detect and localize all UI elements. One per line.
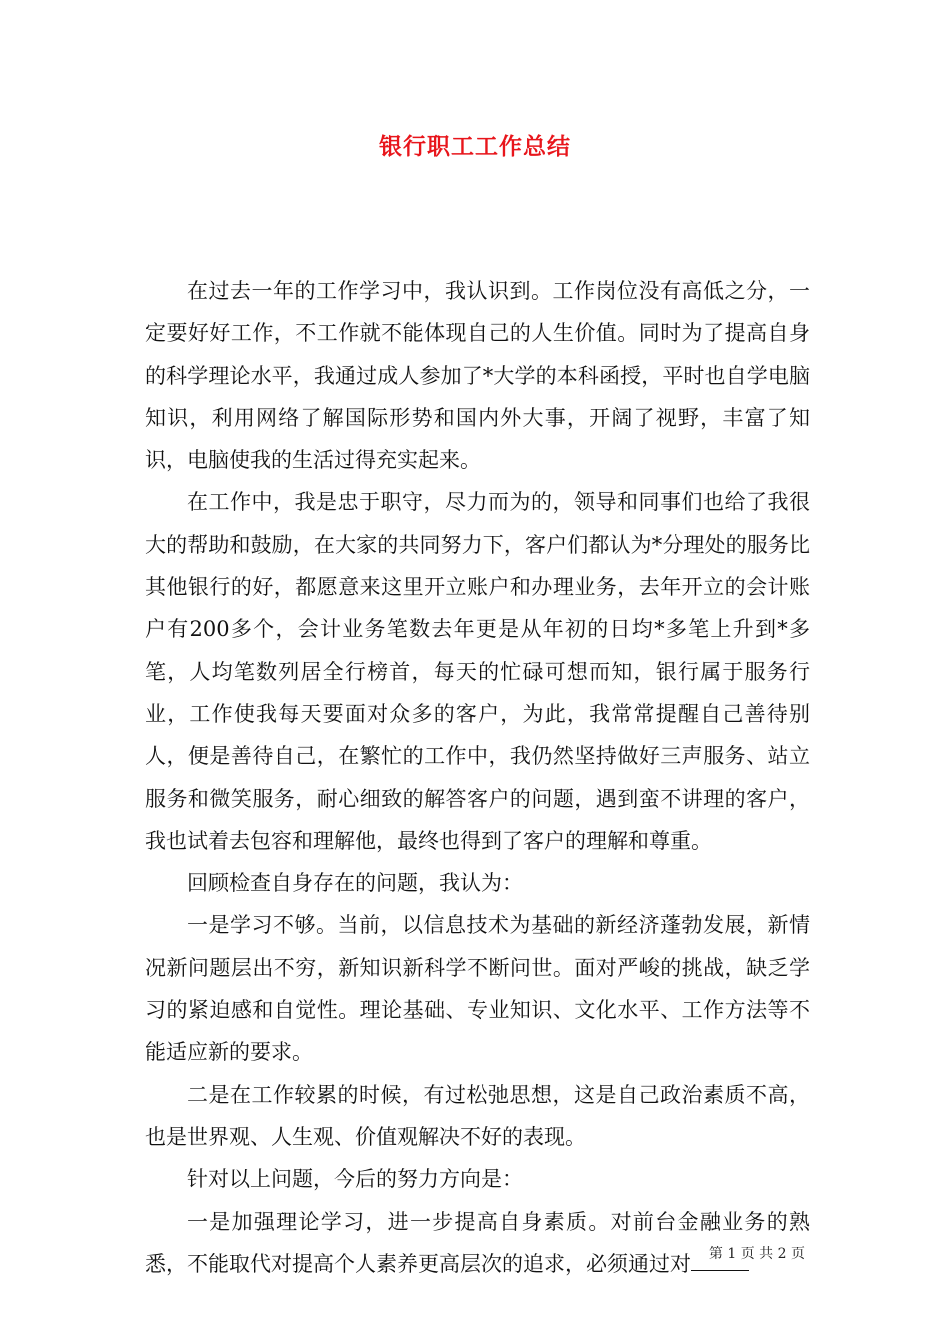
document-body bbox=[145, 270, 810, 1285]
paragraph: 针对以上问题，今后的努力方向是： bbox=[187, 1167, 523, 1192]
page-number-footer: 第 1 页 共 2 页 bbox=[708, 1246, 805, 1262]
paragraph: 在过去一年的工作学习中，我认识到。工作岗位没有高低之分，一定要好好工作，不工作就不能体现自己的人生价值。同时为了提高自身的科学理论水平，我通过成人参加了*大学的本科函授，平时也自学电脑知识，利用网络了解国际形势和国内外大事，开阔了视野，丰富了知识，电脑使我的生活过得充实起来。 bbox=[145, 279, 810, 473]
paragraph: 在工作中，我是忠于职守，尽力而为的，领导和同事们也给了我很大的帮助和鼓励，在大家的共同努力下，客户们都认为*分理处的服务比其他银行的好，都愿意来这里开立账户和办理业务，去年开立的会计账户有200多个，会计业务笔数去年更是从年初的日均*多笔上升到*多笔，人均笔数列居全行榜首，每天的忙碌可想而知，银行属于服务行业，工作使我每天要面对众多的客户，为此，我常常提醒自己善待别人，便是善待自己，在繁忙的工作中，我仍然坚持做好三声服务、站立服务和微笑服务，耐心细致的解答客户的问题，遇到蛮不讲理的客户，我也试着去包容和理解他，最终也得到了客户的理解和尊重。 bbox=[145, 490, 810, 853]
paragraph: 二是在工作较累的时候，有过松弛思想，这是自己政治素质不高，也是世界观、人生观、价值观解决不好的表现。 bbox=[145, 1082, 810, 1149]
paragraph: 回顾检查自身存在的问题，我认为： bbox=[187, 871, 523, 896]
paragraph-text: 一是加强理论学习，进一步提高自身素质。对前台金融业务的熟悉，不能取代对提高个人素养更高层次的追求，必须通过对 bbox=[145, 1209, 810, 1276]
paragraph: 一是学习不够。当前，以信息技术为基础的新经济蓬勃发展，新情况新问题层出不穷，新知识新科学不断问世。面对严峻的挑战，缺乏学习的紧迫感和自觉性。理论基础、专业知识、文化水平、工作方法等不能适应新的要求。 bbox=[145, 913, 810, 1065]
document-title: 银行职工工作总结 bbox=[379, 133, 571, 160]
